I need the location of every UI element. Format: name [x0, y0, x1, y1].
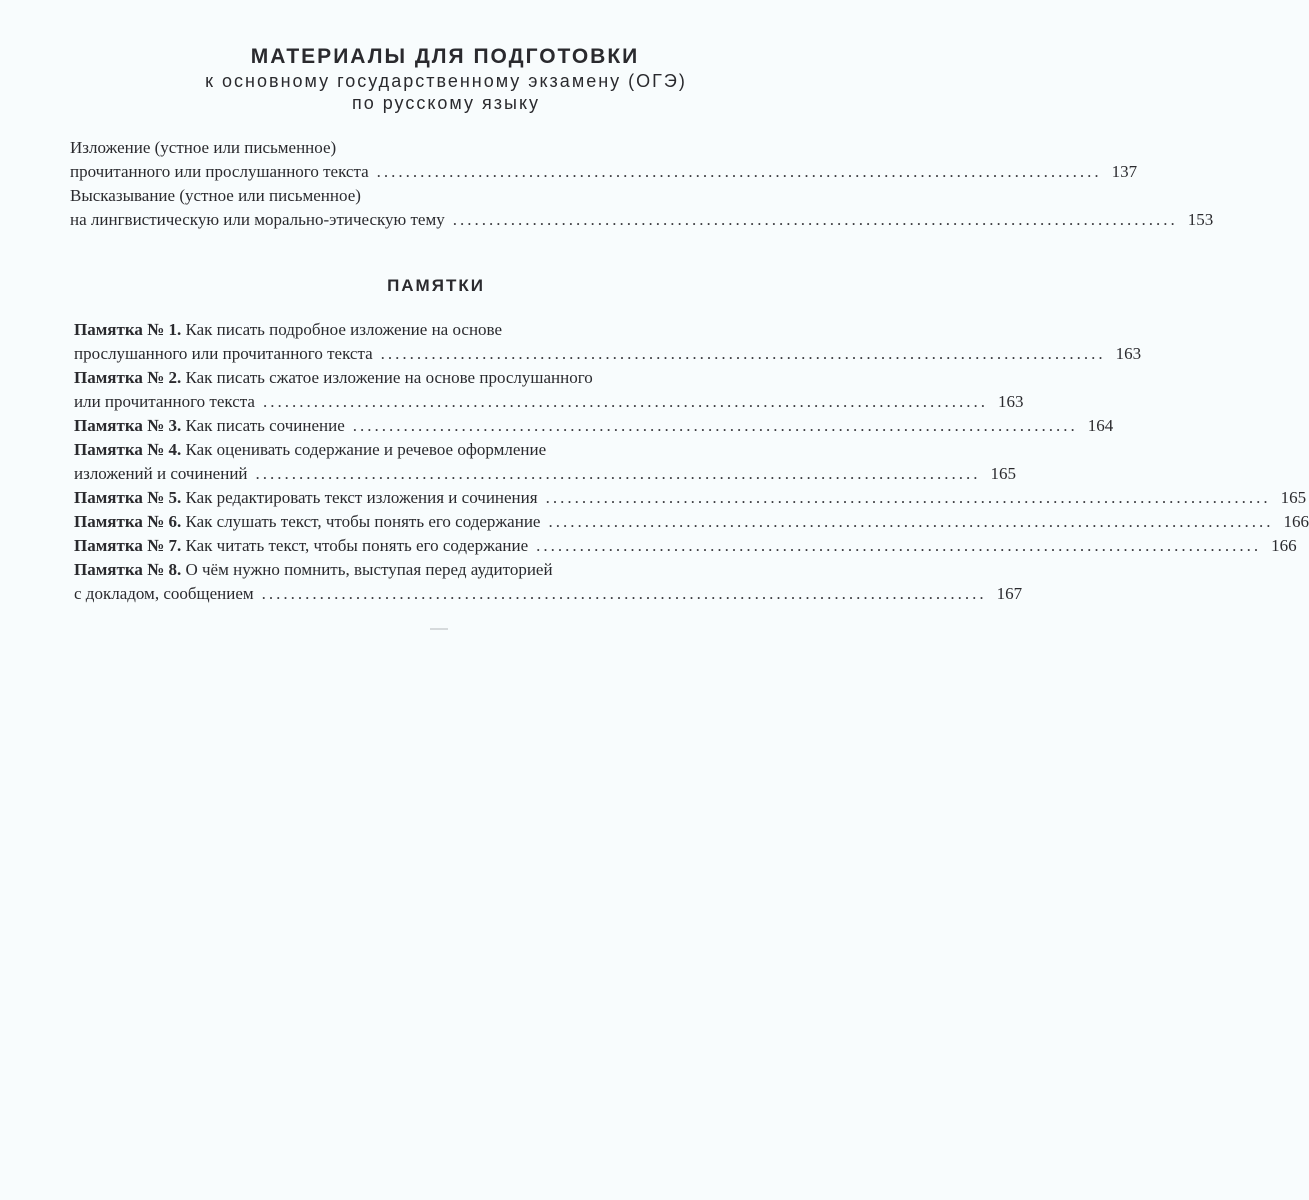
pamyatka-label: Памятка № 8.	[74, 560, 182, 579]
toc-entry-line: Как писать сочинение	[185, 416, 345, 435]
page-number: 163	[1115, 344, 1142, 363]
page-number: 153	[1187, 210, 1214, 229]
dot-leader: ....................................................................................................	[376, 162, 1102, 181]
dot-leader: ....................................................................................................	[536, 536, 1262, 555]
dot-leader: ....................................................................................................	[548, 512, 1274, 531]
pamyatka-label: Памятка № 4.	[74, 440, 182, 459]
toc-entry-line: Как оценивать содержание и речевое оформление	[185, 440, 547, 459]
page-number: 167	[996, 584, 1023, 603]
toc-entry-line: Как писать сжатое изложение на основе прослушанного	[185, 368, 593, 387]
pamyatka-label: Памятка № 7.	[74, 536, 182, 555]
toc-entry-pamyatka-4	[74, 438, 1017, 486]
toc-entry-line: или прочитанного текста	[74, 392, 255, 411]
page-number: 165	[990, 464, 1017, 483]
pamyatki-title: ПАМЯТКИ	[387, 276, 485, 295]
toc-entry-pamyatka-6	[74, 510, 1309, 534]
page-number: 166	[1283, 512, 1309, 531]
toc-entry-pamyatka-3	[74, 414, 1114, 438]
toc-entry-line: Изложение (устное или письменное)	[70, 138, 337, 157]
toc-entry-pamyatka-7	[74, 534, 1297, 558]
dot-leader: ....................................................................................................	[545, 488, 1271, 507]
pamyatka-label: Памятка № 1.	[74, 320, 182, 339]
materials-subtitle-line-2: по русскому языку	[351, 93, 541, 113]
toc-entry-line: О чём нужно помнить, выступая перед аудиторией	[185, 560, 553, 579]
print-smudge	[430, 628, 448, 630]
pamyatka-label: Памятка № 2.	[74, 368, 182, 387]
dot-leader: ....................................................................................................	[255, 464, 981, 483]
materials-toc	[70, 136, 1214, 232]
toc-entry-line: на лингвистическую или морально-этическую тему	[70, 210, 445, 229]
dot-leader: ....................................................................................................	[380, 344, 1106, 363]
materials-header	[0, 44, 900, 114]
pamyatki-toc	[74, 318, 1309, 606]
toc-entry-pamyatka-5	[74, 486, 1307, 510]
dot-leader: ....................................................................................................	[261, 584, 987, 603]
materials-subtitle-line-1: к основному государственному экзамену (ОГЭ)	[205, 71, 687, 91]
pamyatka-label: Памятка № 5.	[74, 488, 182, 507]
page-number: 164	[1087, 416, 1114, 435]
toc-entry-pamyatka-2	[74, 366, 1024, 414]
toc-entry-line: Как слушать текст, чтобы понять его содержание	[185, 512, 541, 531]
toc-entry-vyskazyvanie	[70, 184, 1214, 232]
toc-entry-pamyatka-1	[74, 318, 1142, 366]
toc-entry-line: прочитанного или прослушанного текста	[70, 162, 369, 181]
page-number: 163	[997, 392, 1024, 411]
page-number: 137	[1111, 162, 1138, 181]
toc-entry-line: изложений и сочинений	[74, 464, 248, 483]
dot-leader: ....................................................................................................	[262, 392, 988, 411]
toc-entry-line: Как писать подробное изложение на основе	[185, 320, 503, 339]
toc-entry-line: с докладом, сообщением	[74, 584, 254, 603]
dot-leader: ....................................................................................................	[352, 416, 1078, 435]
dot-leader: ....................................................................................................	[452, 210, 1178, 229]
toc-entry-line: Как читать текст, чтобы понять его содержание	[185, 536, 529, 555]
materials-title: МАТЕРИАЛЫ ДЛЯ ПОДГОТОВКИ	[250, 45, 640, 68]
toc-entry-pamyatka-8	[74, 558, 1023, 606]
page-number: 165	[1280, 488, 1307, 507]
toc-entry-line: Как редактировать текст изложения и сочинения	[185, 488, 538, 507]
toc-entry-izlozhenie	[70, 136, 1138, 184]
page-number: 166	[1271, 536, 1297, 555]
pamyatka-label: Памятка № 6.	[74, 512, 182, 531]
pamyatka-label: Памятка № 3.	[74, 416, 182, 435]
toc-entry-line: Высказывание (устное или письменное)	[70, 186, 361, 205]
toc-entry-line: прослушанного или прочитанного текста	[74, 344, 373, 363]
